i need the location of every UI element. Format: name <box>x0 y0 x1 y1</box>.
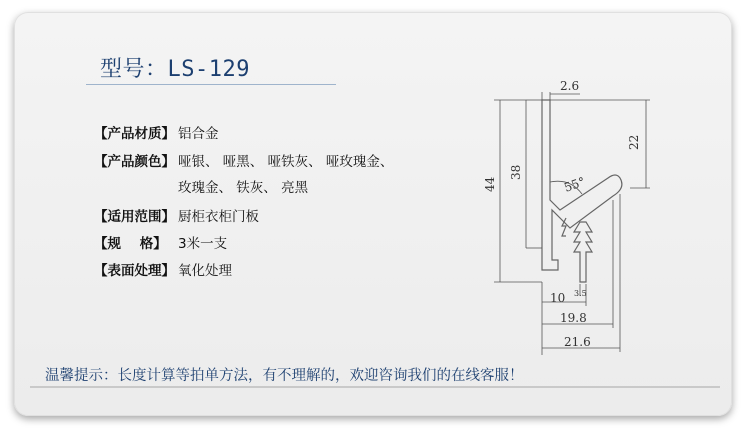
spec-material <box>94 122 219 142</box>
spec-label: 【规 格】 <box>94 236 167 252</box>
profile-drawing <box>470 70 670 360</box>
spec-value: 3米一支 <box>178 236 228 252</box>
dimension-labels <box>483 79 641 349</box>
spec-color <box>94 150 393 196</box>
spec-value: 铝合金 <box>178 126 219 142</box>
spec-surface <box>94 259 232 279</box>
spec-value: 氧化处理 <box>178 263 232 279</box>
spec-usage <box>94 205 259 225</box>
dim-inner-height: 38 <box>509 164 523 180</box>
dim-slot-width: 10 <box>550 291 566 305</box>
notice-text: 温馨提示：长度计算等拍单方法，有不理解的，欢迎咨询我们的在线客服！ <box>45 368 524 384</box>
dim-top-width: 2.6 <box>560 79 580 93</box>
spec-value: 哑银、 哑黑、 哑铁灰、 哑玫瑰金、 <box>178 154 394 170</box>
model-number: LS-129 <box>167 57 250 82</box>
dim-right-height: 22 <box>627 134 641 150</box>
spec-value-line2: 玫瑰金、 铁灰、 亮黑 <box>178 180 309 196</box>
spec-label: 【产品颜色】 <box>94 154 175 170</box>
spec-label: 【表面处理】 <box>94 263 175 279</box>
divider <box>30 386 720 388</box>
dim-total-height: 44 <box>483 176 497 192</box>
profile-barb <box>574 222 592 282</box>
spec-label: 【产品材质】 <box>94 126 175 142</box>
dim-mid-width: 19.8 <box>560 311 587 325</box>
dim-small-slot: 3.5 <box>574 289 587 298</box>
dim-total-width: 21.6 <box>564 335 591 349</box>
model-label: 型号： <box>100 57 168 82</box>
model-title <box>100 52 250 83</box>
title-underline <box>86 84 336 85</box>
dim-angle: 55° <box>562 174 588 195</box>
spec-label: 【适用范围】 <box>94 209 175 225</box>
spec-value: 厨柜衣柜门板 <box>178 209 259 225</box>
spec-size <box>94 232 227 252</box>
